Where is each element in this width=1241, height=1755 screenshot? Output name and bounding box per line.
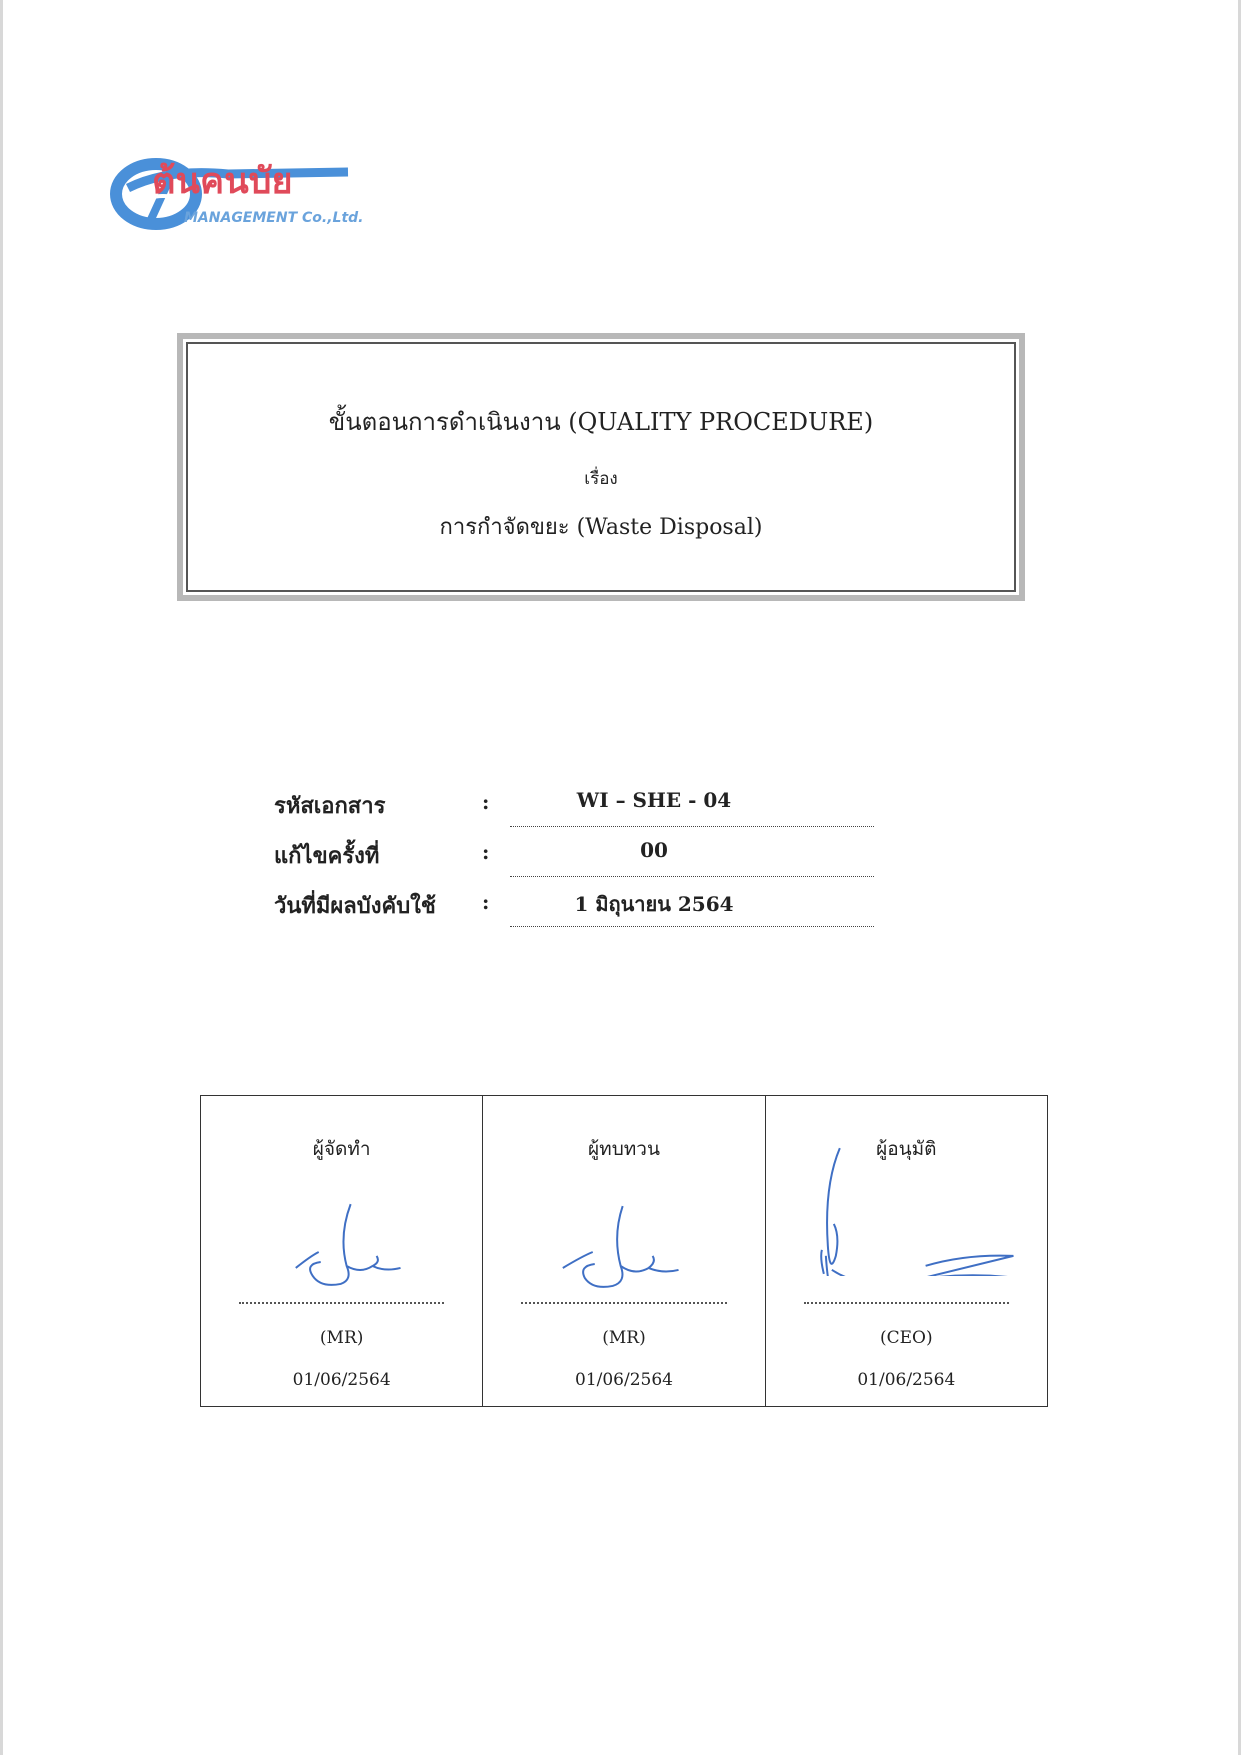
signature-role: ผู้จัดทำ: [312, 1138, 371, 1160]
logo-english-text: MANAGEMENT Co.,Ltd.: [184, 210, 364, 226]
signature-title: (MR): [319, 1328, 364, 1348]
info-value: 00: [640, 838, 668, 862]
dotted-underline: [510, 875, 874, 877]
signature-line: [804, 1302, 1009, 1304]
signature-line: [521, 1302, 726, 1304]
subject-title: การกำจัดขยะ (Waste Disposal): [439, 515, 763, 540]
signature-title: (MR): [602, 1328, 646, 1348]
info-colon: :: [482, 840, 490, 864]
info-row-effective-date: [274, 888, 894, 928]
dotted-underline: [510, 825, 874, 827]
info-value: WI – SHE - 04: [576, 788, 732, 812]
signature-title: (CEO): [880, 1328, 933, 1348]
signature-cell-reviewer: [483, 1096, 765, 1406]
signature-date: 01/06/2564: [857, 1370, 956, 1390]
signature-role: ผู้อนุมัติ: [876, 1138, 937, 1160]
signature-mark: [766, 1126, 1047, 1276]
signature-date: 01/06/2564: [292, 1370, 391, 1390]
signature-date: 01/06/2564: [575, 1370, 673, 1390]
subject-label: เรื่อง: [584, 469, 618, 489]
signature-cell-preparer: [201, 1096, 483, 1406]
signature-line: [239, 1302, 444, 1304]
dotted-underline: [510, 925, 874, 927]
info-colon: :: [482, 790, 490, 814]
company-logo: [108, 148, 378, 238]
info-label: วันที่มีผลบังคับใช้: [274, 893, 436, 919]
info-colon: :: [482, 890, 490, 914]
info-value: 1 มิถุนายน 2564: [574, 892, 734, 916]
signature-table: [200, 1095, 1048, 1407]
signature-mark: [201, 1196, 482, 1306]
info-label: แก้ไขครั้งที่: [274, 843, 380, 869]
title-frame: [177, 333, 1025, 601]
signature-cell-approver: [766, 1096, 1047, 1406]
signature-role: ผู้ทบทวน: [588, 1138, 660, 1160]
info-row-revision: [274, 838, 894, 878]
logo-thai-text: ต้นคนบัย: [152, 161, 293, 202]
document-title: ขั้นตอนการดำเนินงาน (QUALITY PROCEDURE): [328, 408, 874, 436]
info-row-document-code: [274, 788, 894, 828]
signature-mark: [483, 1196, 764, 1306]
info-label: รหัสเอกสาร: [274, 793, 386, 819]
